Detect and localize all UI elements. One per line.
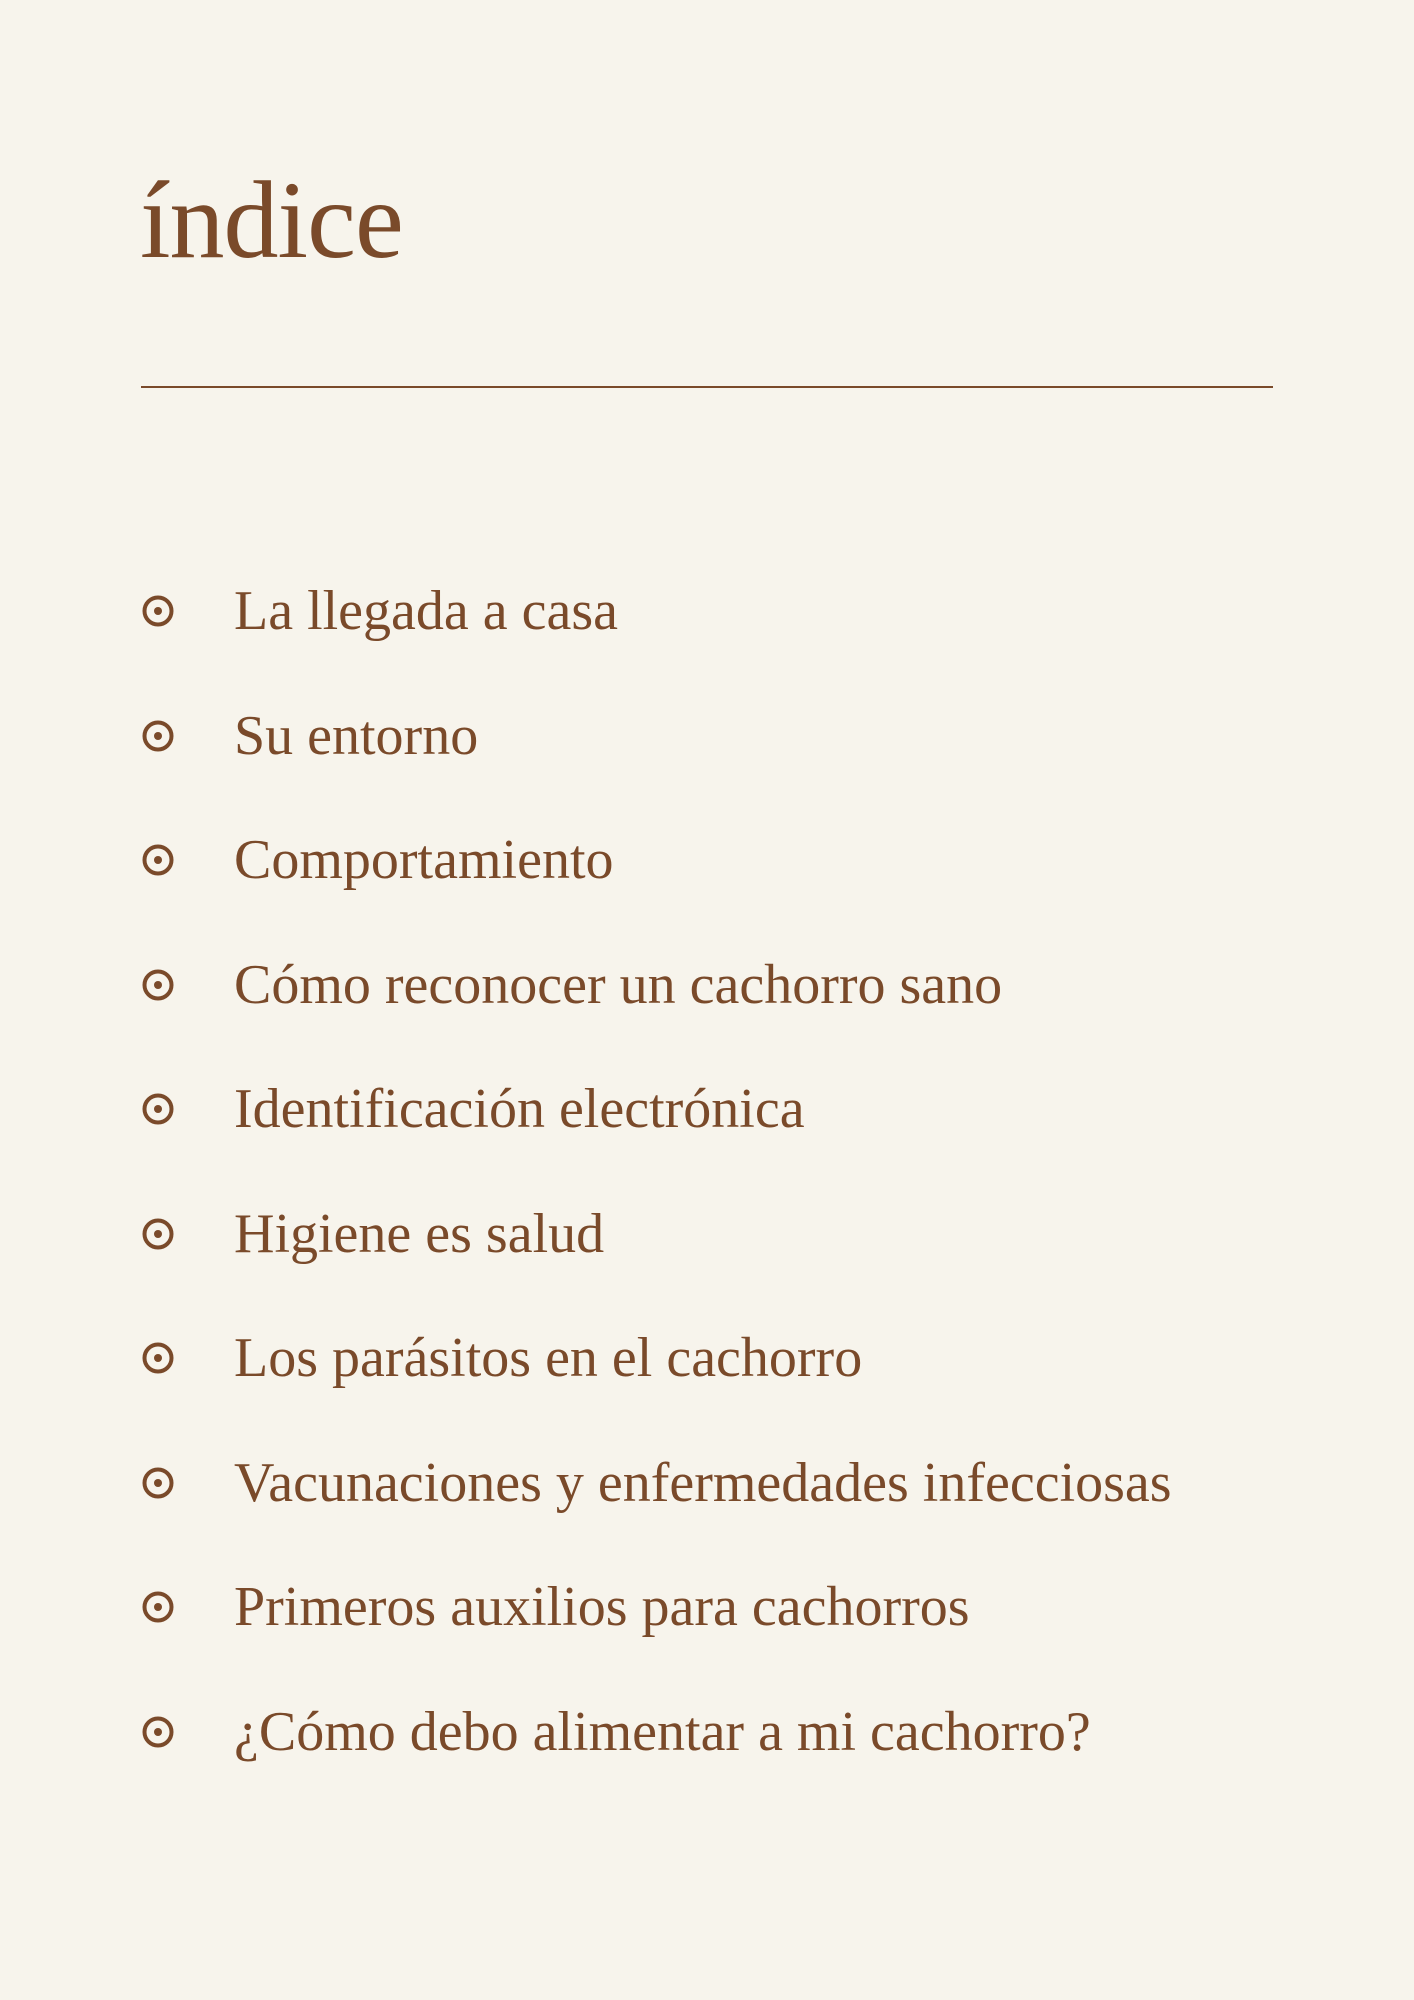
circle-dot-icon [140, 718, 176, 754]
toc-item-label: Comportamiento [234, 829, 614, 892]
circle-dot-icon [140, 593, 176, 629]
toc-item[interactable] [140, 1172, 1340, 1297]
toc-item-label: Su entorno [234, 704, 479, 767]
toc-item[interactable] [140, 1670, 1340, 1795]
circle-dot-icon [140, 1714, 176, 1750]
circle-dot-icon [140, 1216, 176, 1252]
toc-item[interactable] [140, 798, 1340, 923]
toc-item-label: Identificación electrónica [234, 1078, 805, 1141]
toc-item-label: Higiene es salud [234, 1202, 605, 1265]
circle-dot-icon [140, 1589, 176, 1625]
toc-item-label: Vacunaciones y enfermedades infecciosas [234, 1451, 1172, 1514]
toc-item[interactable] [140, 1421, 1340, 1546]
toc-item-label: Primeros auxilios para cachorros [234, 1576, 970, 1639]
toc-item[interactable] [140, 923, 1340, 1048]
circle-dot-icon [140, 1091, 176, 1127]
table-of-contents [140, 549, 1340, 1794]
toc-item[interactable] [140, 1545, 1340, 1670]
circle-dot-icon [140, 1465, 176, 1501]
page-title: índice [140, 159, 403, 281]
toc-item-label: ¿Cómo debo alimentar a mi cachorro? [234, 1700, 1091, 1763]
toc-item-label: Los parásitos en el cachorro [234, 1327, 863, 1390]
circle-dot-icon [140, 1340, 176, 1376]
circle-dot-icon [140, 842, 176, 878]
title-divider [141, 386, 1273, 388]
toc-item[interactable] [140, 1296, 1340, 1421]
toc-item[interactable] [140, 1047, 1340, 1172]
toc-item-label: Cómo reconocer un cachorro sano [234, 953, 1003, 1016]
circle-dot-icon [140, 967, 176, 1003]
toc-item[interactable] [140, 674, 1340, 799]
toc-item-label: La llegada a casa [234, 580, 618, 643]
toc-item[interactable] [140, 549, 1340, 674]
